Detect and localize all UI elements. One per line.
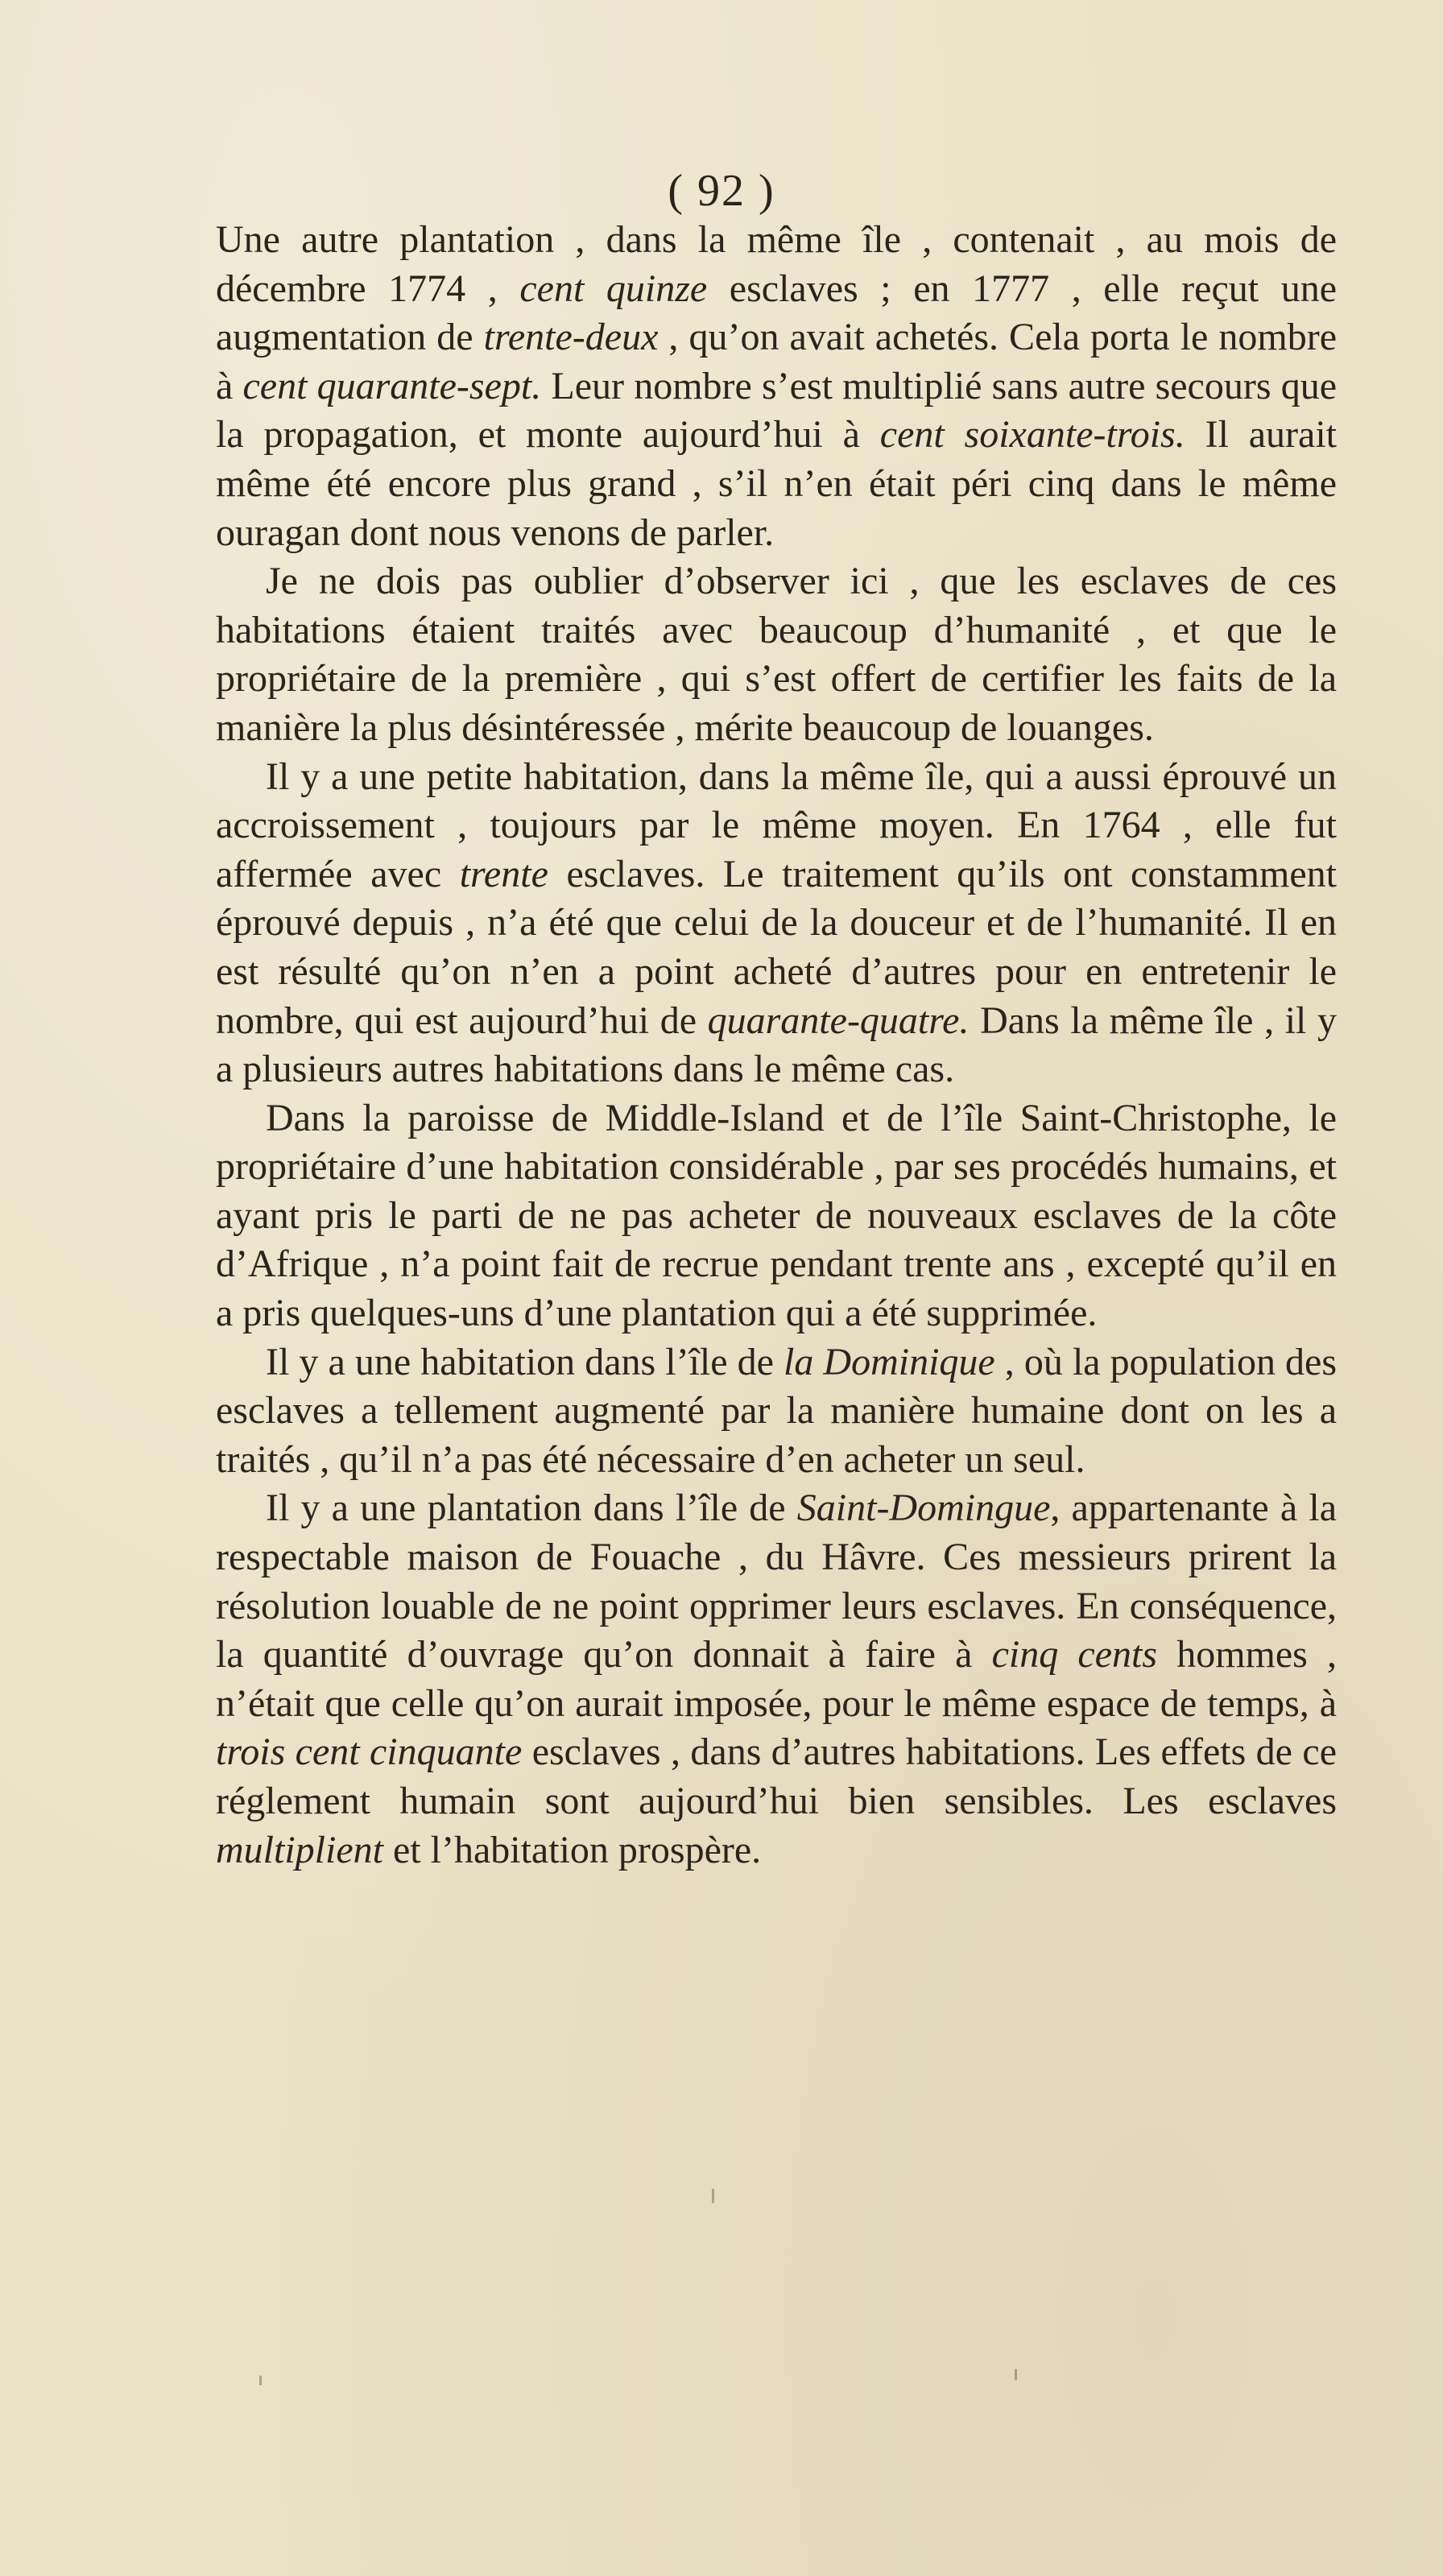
italic-segment: Saint-Domingue [796,1486,1051,1530]
paragraph [216,1484,1337,1875]
paper-speck [1015,2369,1017,2380]
text-segment: , où la population des esclaves a tellement augmenté par la manière humaine dont on les a traités , qu’il n’a pas été nécessaire d’en acheter un seul. [216,1340,1338,1481]
page-number: ( 92 ) [668,166,775,216]
text-segment: esclaves. Le traitement qu’ils ont constamment éprouvé depuis , n’a été que celui de la douceur et de l’humanité. Il en est résulté qu’on n’en a point acheté d’autres pour en entretenir le nombre, qui est aujourd’hui de [216,852,1337,1042]
text-segment: et l’habitation prospère. [382,1828,762,1871]
italic-segment: cent soixante-trois. [879,413,1185,457]
italic-segment: quarante-quatre. [707,999,970,1042]
paragraph [216,216,1337,557]
italic-segment: trente [459,852,548,895]
text-segment: Il y a une petite habitation, dans la même île, qui a aussi éprouvé un accroissement , toujours par le même moyen. En 1764 , elle fut affermée avec [216,755,1337,895]
italic-segment: la Dominique [784,1340,995,1383]
text-segment: Dans la même île , il y a plusieurs autres habitations dans le même cas. [216,999,1338,1091]
text-segment: Il y a une habitation dans l’île de [266,1340,784,1383]
italic-segment: cinq cents [991,1633,1158,1677]
text-segment: esclaves ; en 1777 , elle reçut une augmentation de [216,267,1337,359]
text-segment: hommes , n’était que celle qu’on aurait imposée, pour le même espace de temps, à [216,1633,1338,1725]
italic-segment: trente-deux [483,316,659,359]
text-segment: , qu’on avait achetés. Cela porta le nombre à [216,316,1337,407]
italic-segment: multiplient [216,1828,383,1871]
text-segment: Il aurait même été encore plus grand , s’il n’en était péri cinq dans le même ouragan dont nous venons de parler. [216,413,1337,554]
text-segment: Je ne dois pas oublier d’observer ici , que les esclaves de ces habitations étaient traités avec beaucoup d’humanité , et que le propriétaire de la première , qui s’est offert de certifier les faits de la manière la plus désintéressée , mérite beaucoup de louanges. [216,560,1337,749]
text-segment: Dans la paroisse de Middle-Island et de l’île Saint-Christophe, le propriétaire d’une habitation considérable , par ses procédés humains, et ayant pris le parti de ne pas acheter de nouveaux esclaves de la côte d’Afrique , n’a point fait de recrue pendant trente ans , excepté qu’il en a pris quelques-uns d’une plantation qui a été supprimée. [216,1096,1337,1335]
paper-speck [712,2189,714,2203]
text-segment: esclaves , dans d’autres habitations. Les effets de ce réglement humain sont aujourd’hui bien sensibles. Les esclaves [216,1730,1337,1822]
text-segment: Leur nombre s’est multiplié sans autre secours que la propagation, et monte aujourd’hui à [216,364,1337,457]
text-segment: Une autre plantation , dans la même île , contenait , au mois de décembre 1774 , [216,218,1337,310]
italic-segment: trois cent cinquante [216,1730,523,1774]
body-text [216,216,1337,1875]
paper-speck [259,2375,262,2385]
text-segment: , appartenante à la respectable maison de Fouache , du Hâvre. Ces messieurs prirent la résolution louable de ne point opprimer leurs esclaves. En conséquence, la quantité d’ouvrage qu’on donnait à faire à [216,1486,1338,1677]
paragraph [216,1094,1337,1338]
paragraph [216,1338,1337,1485]
paragraph [216,753,1337,1094]
paragraph [216,557,1337,752]
text-segment: Il y a une plantation dans l’île de [266,1486,797,1530]
italic-segment: cent quinze [519,267,708,310]
italic-segment: cent quarante-sept. [242,364,542,407]
